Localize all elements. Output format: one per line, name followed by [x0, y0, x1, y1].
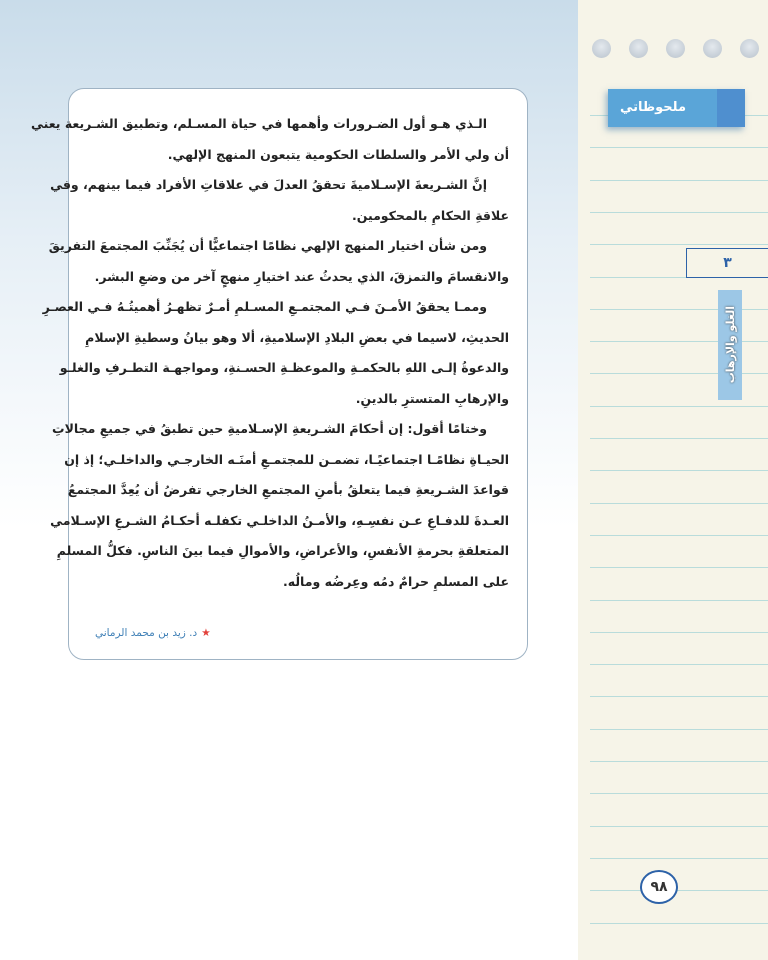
- passage-line: على المسلمِ حرامٌ دمُه وعِرضُه ومالُه.: [283, 573, 509, 589]
- unit-title: الغلو والإرهاب: [723, 306, 737, 384]
- reading-passage-card: [30, 88, 528, 660]
- passage-line: علاقةِ الحكامِ بالمحكومين.: [351, 207, 509, 223]
- author-credit: [95, 627, 211, 639]
- passage-line: أن ولي الأمر والسلطات الحكومية يتبعون المنهج الإلهي.: [167, 146, 509, 162]
- binder-hole-icon: [703, 39, 722, 58]
- ruled-line: [590, 923, 768, 924]
- ruled-line: [590, 664, 768, 665]
- ruled-line: [590, 890, 768, 891]
- notes-column: [578, 0, 768, 960]
- ruled-line: [590, 632, 768, 633]
- ruled-line: [590, 858, 768, 859]
- passage-line: وممـا يحققُ الأمـنَ فـي المجتمـعِ المسـلمِ أمـرٌ تظهـرُ أهميتُـهُ فـي العصـرِ: [42, 299, 487, 314]
- passage-line: العـدةَ للدفـاعِ عـن نفسِـهِ، والأمـنُ الداخلـي تكفلـه أحكـامُ الشـرعِ الإسـلامي: [50, 512, 509, 528]
- passage-line: الحيـاةِ نظامًـا اجتماعيًـا، تضمـن للمجتمـعِ أمنَـه الخارجـي والداخلـي؛ إذ إن: [64, 451, 509, 467]
- unit-title-tab: [718, 290, 742, 400]
- page-number: ٩٨: [640, 870, 678, 904]
- binder-hole-icon: [740, 39, 759, 58]
- passage-line: وختامًا أقول: إن أحكامَ الشـريعةِ الإسـلاميةِ حين تطبقُ في جميعِ مجالاتِ: [52, 421, 487, 436]
- star-icon: ★: [201, 627, 211, 639]
- author-name: د. زيد بن محمد الرماني: [95, 627, 198, 639]
- ruled-line: [590, 826, 768, 827]
- ruled-line: [590, 244, 768, 245]
- ruled-line: [590, 438, 768, 439]
- ruled-line: [590, 503, 768, 504]
- ruled-line: [590, 470, 768, 471]
- passage-line: إنَّ الشـريعةَ الإسـلاميةَ تحققُ العدلَ في علاقاتِ الأفراد فيما بينهم، وفي: [50, 177, 487, 192]
- passage-line: قواعدَ الشـريعةِ فيما يتعلقُ بأمنِ المجتمعِ الخارجي تفرضُ أن يُعِدَّ المجتمعُ: [67, 482, 509, 497]
- ruled-line: [590, 535, 768, 536]
- binder-hole-icon: [629, 39, 648, 58]
- passage-line: ومن شأن اختيار المنهج الإلهي نظامًا اجتماعيًّا أن يُجَنِّبَ المجتمعَ التفريقَ: [48, 238, 487, 253]
- passage-line: الحديثِ، لاسيما في بعضِ البلادِ الإسلاميةِ، ألا وهو بيانُ وسطيةِ الإسلامِ: [85, 329, 509, 345]
- notes-tag-label: ملحوظاتي: [620, 100, 687, 115]
- binder-hole-icon: [666, 39, 685, 58]
- passage-line: والانقسامَ والتمزقَ، الذي يحدثُ عند اختيارِ منهجٍ آخر من وضعِ البشر.: [94, 268, 509, 284]
- unit-number-box: ٣: [686, 248, 768, 278]
- ruled-line: [590, 567, 768, 568]
- ruled-line: [590, 406, 768, 407]
- ruled-line: [590, 600, 768, 601]
- ruled-line: [590, 696, 768, 697]
- passage-line: المتعلقةِ بحرمةِ الأنفسِ، والأعراضِ، والأموالِ فيما بينَ الناسِ. فكلُّ المسلمِ: [56, 543, 509, 558]
- binder-hole-icon: [592, 39, 611, 58]
- passage-line: الـذي هـو أول الضـرورات وأهمها في حياة المسـلم، وتطبيق الشـريعة يعني: [30, 116, 487, 131]
- ruled-line: [590, 212, 768, 213]
- ruled-line: [590, 729, 768, 730]
- passage-line: والإرهابِ المتسترِ بالدينِ.: [355, 390, 509, 406]
- passage-line: والدعوةُ إلـى اللهِ بالحكمـةِ والموعظـةِ الحسـنةِ، ومواجهـة التطـرفِ والغلـو: [59, 360, 509, 375]
- ruled-line: [590, 761, 768, 762]
- ruled-line: [590, 180, 768, 181]
- ruled-line: [590, 793, 768, 794]
- notes-tag: [608, 89, 745, 127]
- ruled-line: [590, 147, 768, 148]
